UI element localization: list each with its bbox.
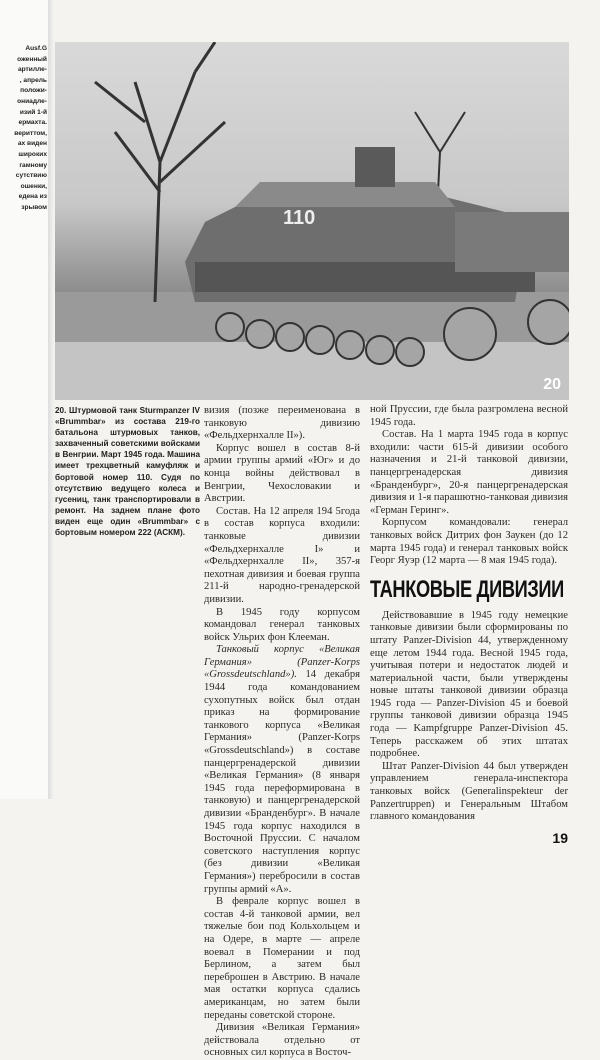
paragraph: Состав. На 1 марта 1945 года в корпус входили: части 615-й дивизии особого назначения и 21-й танковой дивизии, панцергренадерская дивизия «Бранденбург», 20-я панцергренадерская дивизия и 1-я парашютно-танковая дивизия «Герман Геринг». [370, 429, 568, 516]
side-caption-line: сутствию [15, 172, 47, 180]
paragraph: Дивизия «Великая Германия» действовала отдельно от основных сил корпуса в Восточ- [204, 1022, 360, 1059]
paragraph: Действовавшие в 1945 году немецкие танковые дивизии были сформированы по штату Panzer-Division 44, утвержденному еще летом 1944 года. Весной 1945 года, учитывая потери и недостаток людей и материальной части, были утверждены новые штаты танковой дивизии образца 1945 года — Panzer-Division 45 и боевой группы танковой дивизии образца 1945 года — Kampfgruppe Panzer-Division 45. Теперь расскажем об этих штатах подробнее. [370, 609, 568, 760]
page-number: 19 [552, 829, 568, 846]
side-caption-line: гамному [19, 161, 47, 169]
photo-number: 20 [543, 376, 561, 393]
hull-number: 110 [283, 207, 316, 229]
paragraph: ной Пруссии, где была разгромлена весной 1945 года. [370, 404, 568, 428]
section-heading: ТАНКОВЫЕ ДИВИЗИИ [370, 575, 564, 603]
side-caption-line: , апрель [19, 76, 47, 84]
paragraph: Корпус вошел в состав 8-й армии группы армий «Юг» и до конца войны действовал в Венгрии, Чехословакии и Австрии. [204, 442, 360, 505]
side-caption-line: изий 1-й [19, 108, 47, 116]
paragraph: Штат Panzer-Division 44 был утвержден управлением генерала-инспектора танковых войск (Generalinspekteur der Panzertruppen) и Генеральным Штабом главного командования [370, 760, 568, 823]
side-caption-line: артилле- [17, 66, 47, 74]
paragraph: В 1945 году корпусом командовал генерал танковых войск Ульрих фон Клееман. [204, 606, 360, 643]
tank-illustration [55, 42, 569, 400]
tank-photo [55, 42, 569, 400]
side-caption-fragment [0, 44, 47, 214]
text-column-3 [370, 404, 568, 846]
paragraph: Корпусом командовали: генерал танковых войск Дитрих фон Заукен (до 12 марта 1945 года) и генерал танковых войск Георг Яуэр (12 марта — 8 мая 1945 года). [370, 517, 568, 567]
paragraph: визия (позже переименована в танковую дивизию «Фельдхернхалле II»). [204, 405, 360, 442]
side-caption-line: ермахта. [18, 119, 47, 127]
paragraph-text: 14 декабря 1944 года командованием сухопутных войск был отдан приказ на формирование танкового корпуса «Великая Германия» (Panzer-Korps «Grossdeutschland») в составе панцергренадерской дивизии «Великая Германия» (8 января 1945 года переформирована в танковую) и панцергренадерской дивизии «Бранденбург». В начале 1945 года корпус находился в Восточной Пруссии. С началом советского наступления корпус (без дивизии «Великая Германия») перебросили в состав группы армий «А». [204, 669, 360, 895]
side-caption-line: зрывом [21, 203, 47, 211]
side-caption-line: вериттом, [14, 129, 47, 137]
photo-caption: 20. Штурмовой танк Sturmpanzer IV «Brummbar» из состава 219-го батальона штурмовых танков, захваченный советскими войсками в Венгрии. Март 1945 года. Машина имеет трехцветный камуфляж и бортовой номер 110. Судя по отсутствию ведущего колеса и гусениц, танк транспортировали в ремонт. На заднем плане фото виден еще один «Brummbar» с бортовым номером 222 (АСКМ). [55, 406, 200, 538]
side-caption-line: ошенки, [20, 182, 47, 190]
side-caption-line: ониадле- [17, 97, 47, 105]
side-caption-line: Ausf.G [25, 45, 47, 52]
page-binding-shadow [48, 0, 54, 799]
paragraph: В феврале корпус вошел в состав 4-й танковой армии, вел тяжелые бои под Кольхольцем и на Одере, в марте — апреле воевал в Померании и под Берлином, а затем был переброшен в Австрию. В начале мая остатки корпуса сдались американцам, но затем были переданы советской стороне. [204, 896, 360, 1021]
side-caption-line: положи- [20, 87, 47, 95]
side-caption-line: широких [18, 150, 47, 158]
paragraph: Состав. На 12 апреля 194 5года в состав корпуса входили: танковые дивизии «Фельдхернхалле I» и «Фельдхернхалле II», 357-я пехотная дивизия и боевая группа 211-й народно-гренадерской дивизии. [204, 505, 360, 605]
side-caption-line: едена из [18, 193, 47, 201]
corps-title: Танковый корпус «Великая Германия» (Panzer-Korps «Grossdeutschland»). [204, 644, 360, 681]
side-caption-line: оженный [17, 55, 47, 63]
text-column-2 [204, 405, 360, 1060]
side-caption-line: ах виден [17, 140, 47, 148]
paragraph [204, 644, 360, 896]
